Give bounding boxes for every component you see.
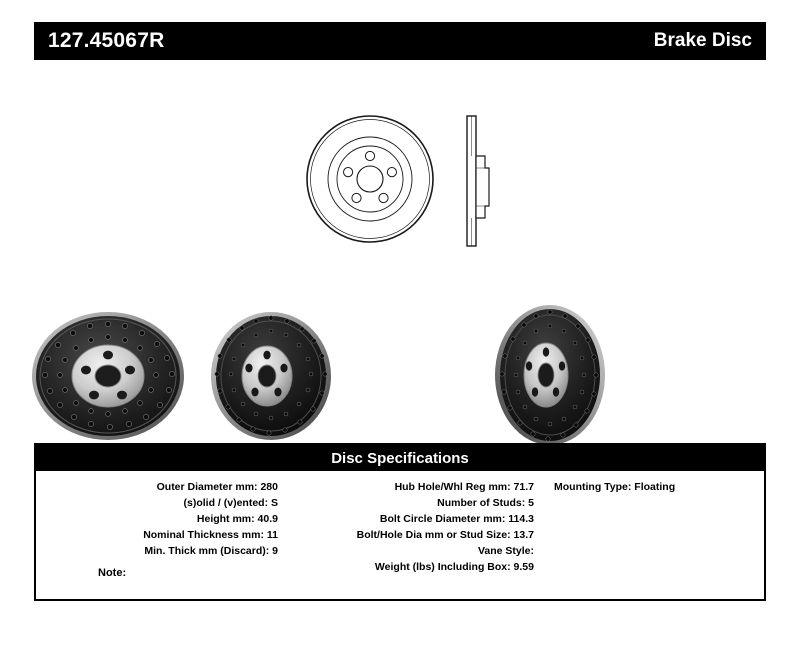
drilled-rotor-photo-angled-view <box>205 308 341 444</box>
spec-row: Vane Style: <box>477 545 534 557</box>
spec-row: Height mm: 40.9 <box>196 513 278 525</box>
drilled-rotor-photo-angled-view-right <box>488 302 618 450</box>
rotor-line-drawing-side-profile <box>455 112 495 262</box>
spec-row: Number of Studs: 5 <box>437 497 534 509</box>
note-label: Note: <box>98 567 127 579</box>
disc-specifications-panel <box>34 443 766 601</box>
spec-panel-title-bar <box>36 445 764 471</box>
drilled-rotor-photo-face-view <box>30 310 190 442</box>
spec-row: Bolt Circle Diameter mm: 114.3 <box>379 513 534 525</box>
document-type-label: Brake Disc <box>653 30 752 51</box>
spec-row: Nominal Thickness mm: 11 <box>143 529 278 541</box>
spec-row: Bolt/Hole Dia mm or Stud Size: 13.7 <box>356 529 534 541</box>
rotor-line-drawing-front-view <box>300 104 440 254</box>
spec-column-2 <box>292 479 544 575</box>
spec-row: Mounting Type: Floating <box>554 481 676 493</box>
spec-column-1 <box>36 479 292 575</box>
page-title: 127.45067R <box>48 29 165 52</box>
spec-panel-title: Disc Specifications <box>331 449 469 467</box>
spec-column-3 <box>544 479 764 575</box>
spec-row: (s)olid / (v)ented: S <box>183 497 278 509</box>
spec-row: Weight (lbs) Including Box: 9.59 <box>374 561 534 573</box>
spec-row: Outer Diameter mm: 280 <box>156 481 278 493</box>
spec-row: Min. Thick mm (Discard): 9 <box>144 545 278 557</box>
spec-columns <box>36 471 764 575</box>
spec-row: Hub Hole/Whl Reg mm: 71.7 <box>394 481 534 493</box>
header-bar <box>34 22 766 60</box>
